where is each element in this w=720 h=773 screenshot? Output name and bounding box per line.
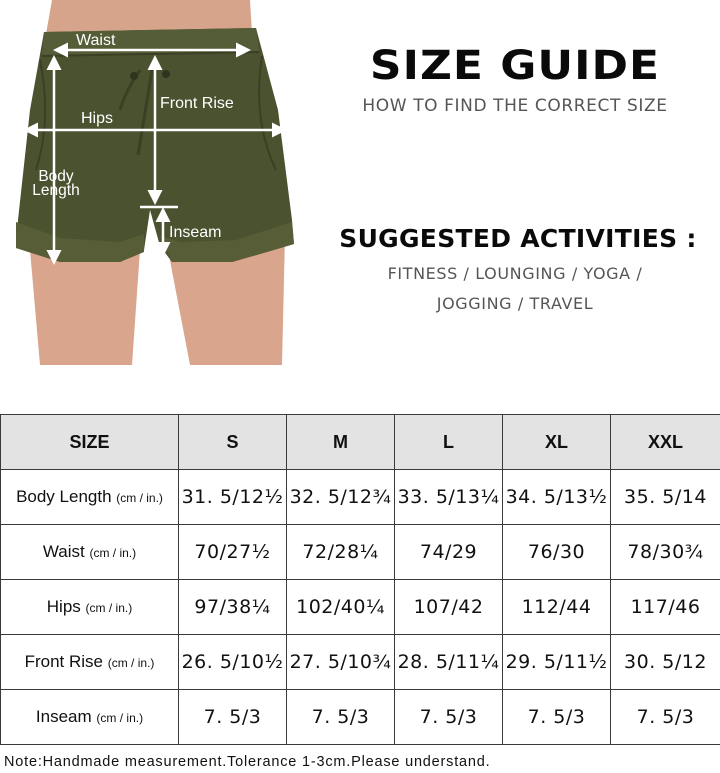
table-cell: 70/27½ [179,525,287,580]
table-cell: 7. 5/3 [287,690,395,745]
table-cell: 27. 5/10¾ [287,635,395,690]
table-cell: 102/40¼ [287,580,395,635]
table-cell: 7. 5/3 [395,690,503,745]
table-row [1,580,720,635]
table-row [1,470,720,525]
column-header: XL [503,415,611,470]
table-cell: 28. 5/11¼ [395,635,503,690]
activities-title: SUGGESTED ACTIVITIES : [339,224,697,253]
table-cell: 107/42 [395,580,503,635]
table-row [1,635,720,690]
row-label: Body Length (cm / in.) [1,470,179,525]
hips-label: Hips [81,110,114,127]
row-label: Inseam (cm / in.) [1,690,179,745]
table-cell: 7. 5/3 [503,690,611,745]
size-table [0,414,720,745]
row-label: Front Rise (cm / in.) [1,635,179,690]
table-row [1,525,720,580]
row-label: Hips (cm / in.) [1,580,179,635]
table-cell: 30. 5/12 [611,635,720,690]
table-cell: 31. 5/12½ [179,470,287,525]
table-cell: 35. 5/14 [611,470,720,525]
column-header: S [179,415,287,470]
table-header-row [1,415,720,470]
table-row [1,690,720,745]
column-header: M [287,415,395,470]
unit-label: (cm / in.) [89,546,137,560]
tolerance-note: Note:Handmade measurement.Tolerance 1-3cm.Please understand. [4,754,491,770]
table-cell: 26. 5/10½ [179,635,287,690]
unit-label: (cm / in.) [116,491,163,505]
table-cell: 112/44 [503,580,611,635]
page-subtitle: HOW TO FIND THE CORRECT SIZE [362,96,668,116]
left-leg [30,250,140,365]
front-rise-label: Front Rise [160,95,234,112]
waist-label: Waist [76,32,116,49]
activities-line-2: JOGGING / TRAVEL [436,294,594,313]
table-cell: 117/46 [611,580,720,635]
table-cell: 32. 5/12¾ [287,470,395,525]
row-label: Waist (cm / in.) [1,525,179,580]
table-cell: 33. 5/13¼ [395,470,503,525]
table-cell: 78/30¾ [611,525,720,580]
column-header: L [395,415,503,470]
unit-label: (cm / in.) [85,601,133,615]
column-header: XXL [611,415,720,470]
table-cell: 72/28¼ [287,525,395,580]
table-cell: 7. 5/3 [611,690,720,745]
table-cell: 29. 5/11½ [503,635,611,690]
body-length-label: Body Length [32,168,80,199]
page-title: SIZE GUIDE [369,42,661,89]
table-cell: 7. 5/3 [179,690,287,745]
column-header: SIZE [1,415,179,470]
table-cell: 76/30 [503,525,611,580]
inseam-label: Inseam [169,224,222,241]
activities-line-1: FITNESS / LOUNGING / YOGA / [387,264,643,283]
table-cell: 74/29 [395,525,503,580]
table-cell: 34. 5/13½ [503,470,611,525]
table-cell: 97/38¼ [179,580,287,635]
unit-label: (cm / in.) [107,656,155,670]
unit-label: (cm / in.) [96,711,144,725]
product-photo [0,0,310,368]
